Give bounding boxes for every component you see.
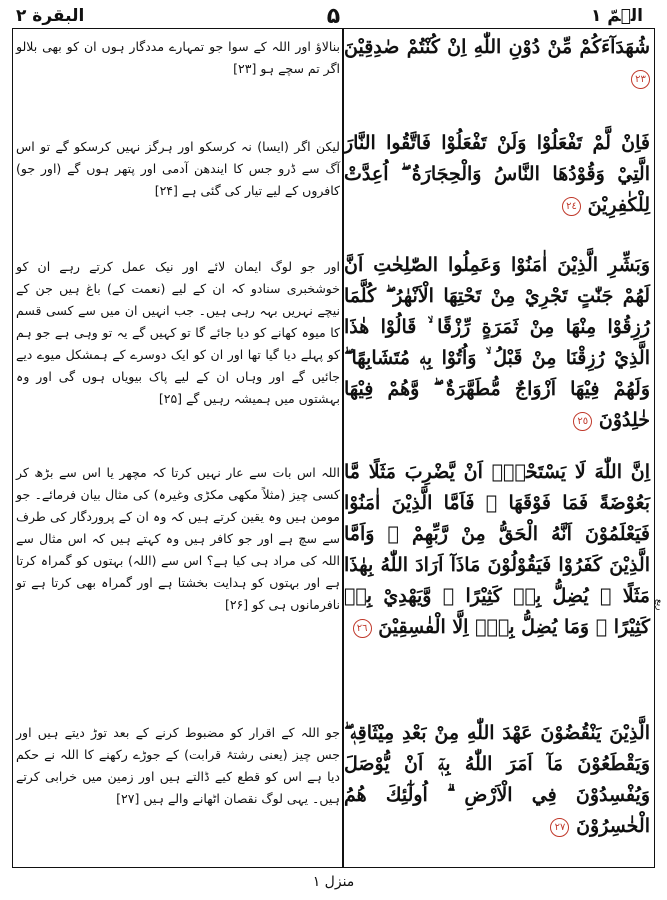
urdu-translation-27 xyxy=(16,722,340,810)
arabic-text: اِنَّ اللّٰهَ لَا يَسْتَحْيٖٓ اَنْ يَّضْرِبَ مَثَلًا مَّا بَعُوْضَةً فَمَا فَوْقَهَا ۗ فَاَمَّا الَّذِيْنَ اٰمَنُوْا فَيَعْلَمُوْنَ اَنَّهُ الْحَقُّ مِنْ رَّبِّهِمْ ۚ وَاَمَّا الَّذِيْنَ كَفَرُوْا فَيَقُوْلُوْنَ مَاذَآ اَرَادَ اللّٰهُ بِهٰذَا مَثَلًا ۘ يُضِلُّ بِهٖ كَثِيْرًا ۙ وَّيَهْدِيْ بِهٖ كَثِيْرًا ۗ وَمَا يُضِلُّ بِهٖٓ اِلَّا الْفٰسِقِيْنَ xyxy=(344,461,650,638)
verse-reference: [۲۷] xyxy=(116,791,140,806)
translation-text: اور جو لوگ ایمان لائے اور نیک عمل کرتے رہے ان کو خوشخبری سنادو کہ ان کے لیے (نعمت کے) باغ ہیں جن کے نیچے نہریں بہہ رہی ہیں۔ جب انہیں ان میں سے کسی قسم کا میوہ کھانے کو دیا جائے گا تو کہیں گے یہ تو وہی ہے جو ہم کو پہلے دیا گیا تھا اور ان کو ایک دوسرے کے ہمشکل میوے دیے جائیں گے اور وہاں ان کے لیے پاک بیویاں ہوں گی اور وہ بہشتوں میں ہمیشہ رہیں گے xyxy=(16,259,340,406)
translation-text: اللہ اس بات سے عار نہیں کرتا کہ مچھر یا اس سے بڑھ کر کسی چیز (مثلاً مکھی مکڑی وغیرہ) کی مثال بیان فرمائے۔ جو مومن ہیں وہ یقین کرتے ہیں کہ وہ ان کے پروردگار کی طرف سے سچ ہے اور جو کافر ہیں وہ کہتے ہیں کہ اس مثال سے اللہ کی مراد ہی کیا ہے؟ اس سے (اللہ) بہتوں کو گمراہ کرتا ہے اور بہتوں کو ہدایت بخشتا ہے اور گمراہ بھی کرتا ہے تو نافرمانوں ہی کو xyxy=(16,465,340,612)
arabic-text: شُهَدَآءَكُمْ مِّنْ دُوْنِ اللّٰهِ اِنْ كُنْتُمْ صٰدِقِيْنَ xyxy=(344,36,650,58)
translation-text: جو اللہ کے اقرار کو مضبوط کرنے کے بعد توڑ دیتے ہیں اور جس چیز (یعنی رشتۂ قرابت) کے جوڑے رکھنے کا اللہ نے حکم دیا ہے اس کو قطع کیے ڈالتے ہیں اور زمین میں خرابی کرتے ہیں۔ یہی لوگ نقصان اٹھانے والے ہیں xyxy=(16,725,340,806)
ayah-number-marker: ٢٦ xyxy=(353,619,372,638)
ruku-marker: ربع xyxy=(654,599,664,611)
ayah-number-marker: ٢٥ xyxy=(573,412,592,431)
arabic-verse-25 xyxy=(344,250,650,436)
arabic-verse-27 xyxy=(344,718,650,842)
urdu-translation-25 xyxy=(16,256,340,410)
urdu-translation-26 xyxy=(16,462,340,616)
translation-text: بنالاؤ اور اللہ کے سوا جو تمہارے مددگار ہوں ان کو بھی بلالو اگر تم سچے ہو xyxy=(16,39,340,76)
verse-reference: [۲۳] xyxy=(233,61,257,76)
arabic-verse-24 xyxy=(344,128,650,221)
arabic-text: فَاِنْ لَّمْ تَفْعَلُوْا وَلَنْ تَفْعَلُوْا فَاتَّقُوا النَّارَ الَّتِيْ وَقُوْدُهَا النَّاسُ وَالْحِجَارَةُ ۖ اُعِدَّتْ لِلْكٰفِرِيْنَ xyxy=(344,132,650,216)
arabic-text: الَّذِيْنَ يَنْقُضُوْنَ عَهْدَ اللّٰهِ مِنْ بَعْدِ مِيْثَاقِهٖ ۖ وَيَقْطَعُوْنَ مَآ اَمَرَ اللّٰهُ بِهٖٓ اَنْ يُّوْصَلَ وَيُفْسِدُوْنَ فِي الْاَرْضِ ۗ اُولٰٓئِكَ هُمُ الْخٰسِرُوْنَ xyxy=(344,722,650,837)
translation-text: لیکن اگر (ایسا) نہ کرسکو اور ہرگز نہیں کرسکو گے تو اس آگ سے ڈرو جس کا ایندھن آدمی اور پتھر ہوں گے (اور جو) کافروں کے لیے تیار کی گئی ہے xyxy=(16,139,340,198)
ayah-number-marker: ٢٣ xyxy=(631,70,650,89)
urdu-translation-column xyxy=(16,30,340,866)
arabic-column xyxy=(344,30,650,866)
arabic-text: وَبَشِّرِ الَّذِيْنَ اٰمَنُوْا وَعَمِلُوا الصّٰلِحٰتِ اَنَّ لَهُمْ جَنّٰتٍ تَجْرِيْ مِنْ تَحْتِهَا الْاَنْهٰرُ ۖ كُلَّمَا رُزِقُوْا مِنْهَا مِنْ ثَمَرَةٍ رِّزْقًا ۙ قَالُوْا هٰذَا الَّذِيْ رُزِقْنَا مِنْ قَبْلُ ۙ وَاُتُوْا بِهٖ مُتَشَابِهًا ۖ وَلَهُمْ فِيْهَا اَزْوَاجٌ مُّطَهَّرَةٌ ۖ وَّهُمْ فِيْهَا خٰلِدُوْنَ xyxy=(344,254,650,431)
ayah-number-marker: ٢٤ xyxy=(562,197,581,216)
arabic-verse-26 xyxy=(344,457,650,643)
verse-reference: [۲۵] xyxy=(158,391,183,406)
juz-name: الۗمّ ١ xyxy=(590,6,643,26)
verse-reference: [۲۴] xyxy=(154,183,178,198)
manzil-footer: منزل ١ xyxy=(312,874,355,890)
page-header xyxy=(14,4,653,28)
verse-reference: [۲۶] xyxy=(224,597,249,612)
arabic-verse-23 xyxy=(344,32,650,94)
urdu-translation-23 xyxy=(16,36,340,80)
surah-name: البقرة ٢ xyxy=(16,6,85,26)
page-number: ۵ xyxy=(326,4,341,29)
urdu-translation-24 xyxy=(16,136,340,202)
ayah-number-marker: ٢٧ xyxy=(550,818,569,837)
